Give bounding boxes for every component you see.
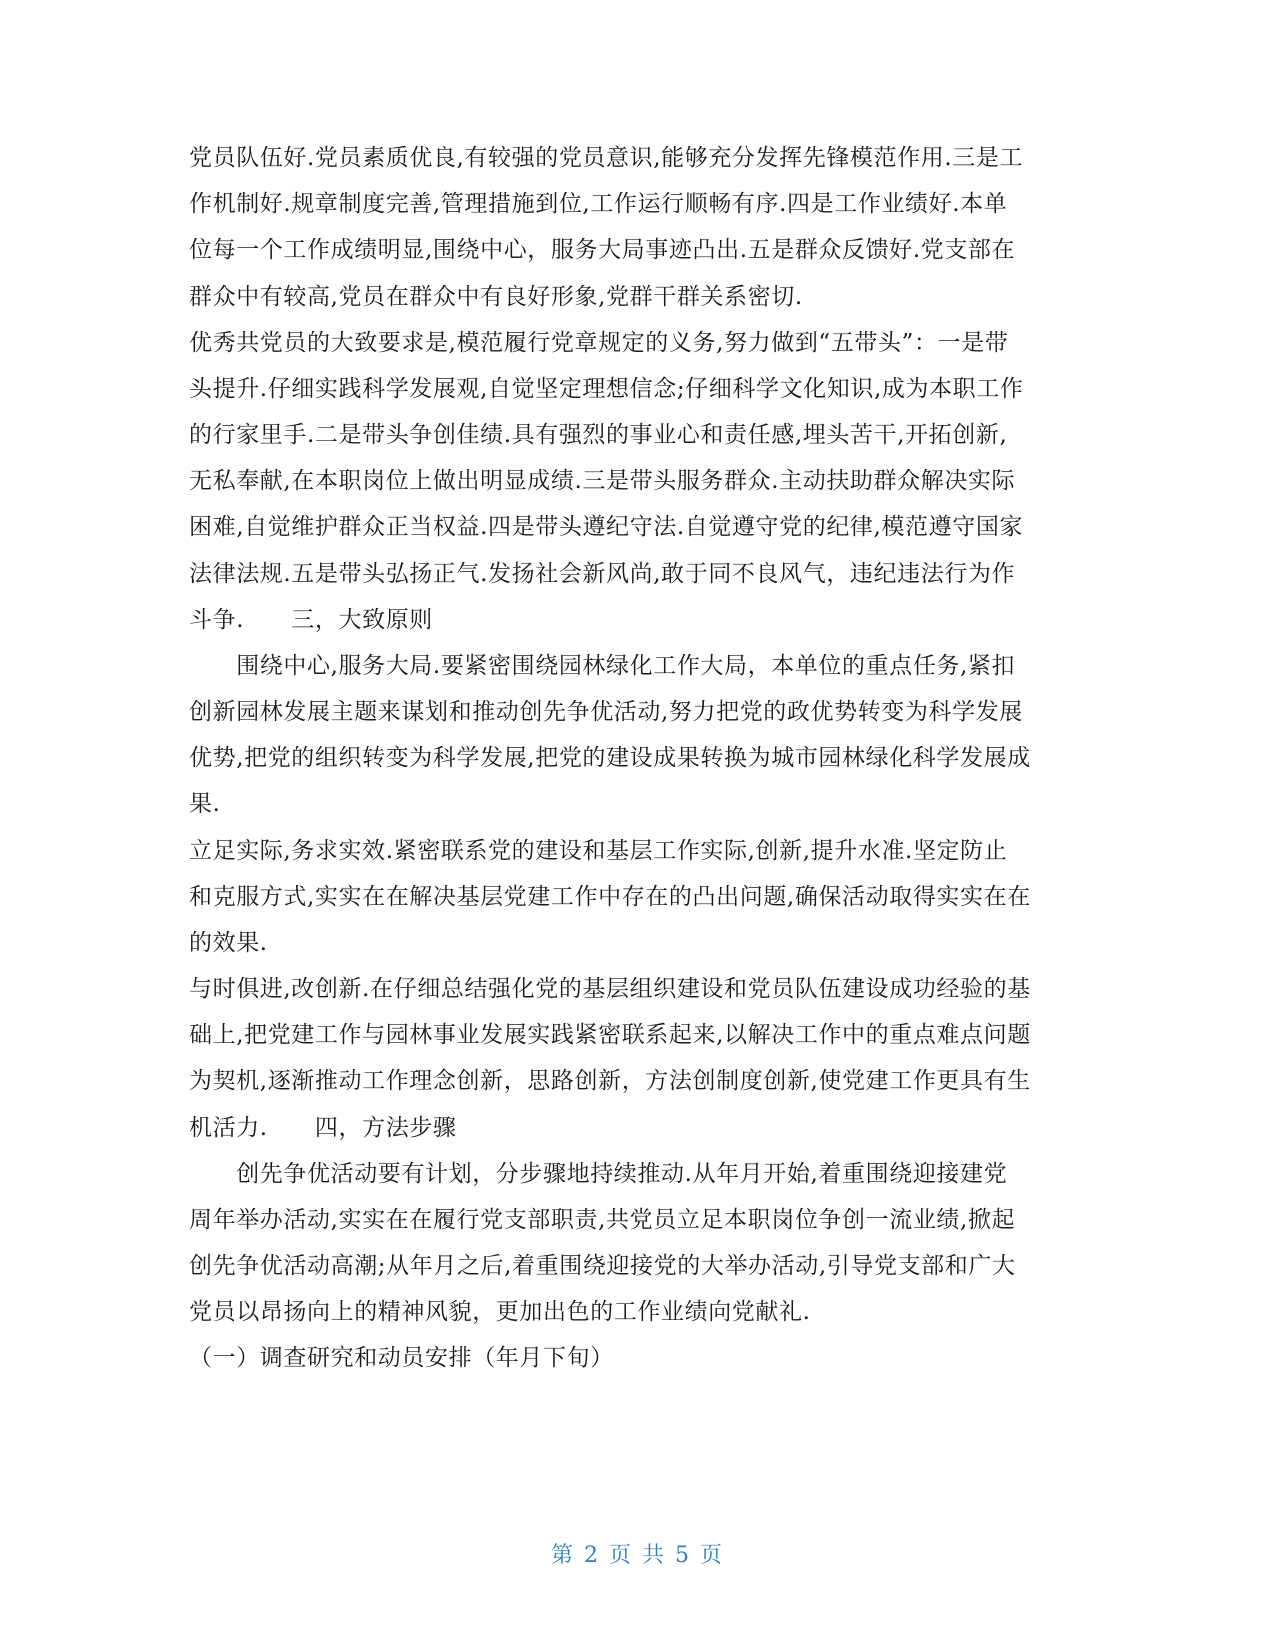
text-line: 创先争优活动要有计划，分步骤地持续推动.从年月开始,着重围绕迎接建党 [189, 1161, 1008, 1187]
text-line: 困难,自觉维护群众正当权益.四是带头遵纪守法.自觉遵守党的纪律,模范遵守国家 [189, 514, 1024, 540]
text-line: 党员以昂扬向上的精神风貌，更加出色的工作业绩向党献礼. [189, 1299, 811, 1325]
text-line: 果. [189, 791, 221, 817]
text-line: 创先争优活动高潮;从年月之后,着重围绕迎接党的大举办活动,引导党支部和广大 [189, 1253, 1016, 1279]
text-line: 创新园林发展主题来谋划和推动创先争优活动,努力把党的政优势转变为科学发展 [189, 699, 1023, 725]
text-line: 头提升.仔细实践科学发展观,自觉坚定理想信念;仔细科学文化知识,成为本职工作 [189, 376, 1024, 402]
page-number-footer: 第 2 页 共 5 页 [551, 1543, 724, 1568]
text-line: 法律法规.五是带头弘扬正气.发扬社会新风尚,敢于同不良风气，违纪违法行为作 [189, 561, 1016, 587]
text-line: 优秀共党员的大致要求是,模范履行党章规定的义务,努力做到“五带头”：一是带 [189, 330, 1009, 356]
text-line: 优势,把党的组织转变为科学发展,把党的建设成果转换为城市园林绿化科学发展成 [189, 745, 1031, 771]
text-line: 位每一个工作成绩明显,围绕中心，服务大局事迹凸出.五是群众反馈好.党支部在 [189, 237, 1016, 263]
text-line: 立足实际,务求实效.紧密联系党的建设和基层工作实际,创新,提升水准.坚定防止 [189, 838, 1008, 864]
text-line: 围绕中心,服务大局.要紧密围绕园林绿化工作大局，本单位的重点任务,紧扣 [189, 653, 1016, 679]
text-line: 础上,把党建工作与园林事业发展实践紧密联系起来,以解决工作中的重点难点问题 [189, 1022, 1031, 1048]
section-heading-line: 斗争. 三，大致原则 [189, 607, 433, 633]
text-line: 无私奉献,在本职岗位上做出明显成绩.三是带头服务群众.主动扶助群众解决实际 [189, 468, 1016, 494]
text-line: 为契机,逐渐推动工作理念创新，思路创新，方法创制度创新,使党建工作更具有生 [189, 1068, 1031, 1094]
text-line: 的效果. [189, 930, 268, 956]
text-line: 与时俱进,改创新.在仔细总结强化党的基层组织建设和党员队伍建设成功经验的基 [189, 976, 1031, 1002]
text-line: 的行家里手.二是带头争创佳绩.具有强烈的事业心和责任感,埋头苦干,开拓创新, [189, 422, 1008, 448]
text-line: 群众中有较高,党员在群众中有良好形象,党群干群关系密切. [189, 284, 803, 310]
text-line: 和克服方式,实实在在解决基层党建工作中存在的凸出问题,确保活动取得实实在在 [189, 884, 1031, 910]
text-line: 党员队伍好.党员素质优良,有较强的党员意识,能够充分发挥先锋模范作用.三是工 [189, 145, 1024, 171]
subsection-heading: （一）调查研究和动员安排（年月下旬） [189, 1345, 614, 1371]
section-heading-line: 机活力. 四，方法步骤 [189, 1115, 457, 1141]
text-line: 作机制好.规章制度完善,管理措施到位,工作运行顺畅有序.四是工作业绩好.本单 [189, 191, 1008, 217]
text-line: 周年举办活动,实实在在履行党支部职责,共党员立足本职岗位争创一流业绩,掀起 [189, 1207, 1016, 1233]
